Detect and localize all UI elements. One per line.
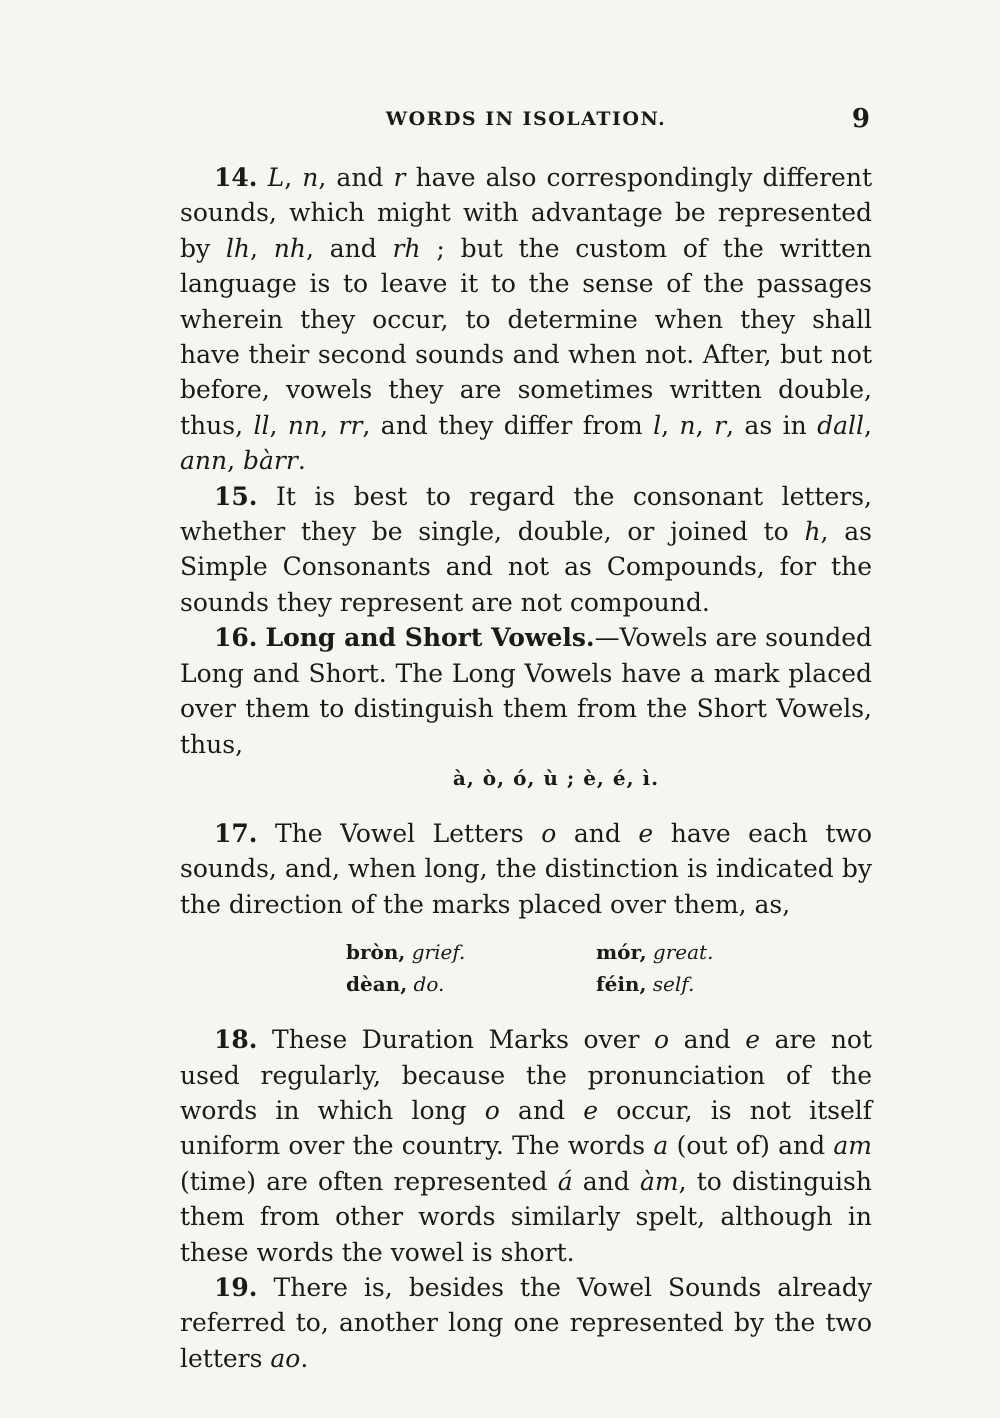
example-word: dèan,	[346, 972, 408, 997]
text-run: ,	[250, 233, 274, 263]
section-heading: Long and Short Vowels.	[265, 623, 595, 653]
paragraph-14	[180, 160, 872, 479]
example-word: féin,	[596, 972, 647, 997]
italic-term: n	[302, 163, 319, 192]
text-run: , as Simple Consonants and not as Compounds, for the sounds they represent are not compound.	[180, 517, 872, 617]
text-run: , and	[318, 163, 394, 192]
text-run: .	[297, 446, 306, 476]
italic-term: l	[653, 410, 662, 440]
italic-term: n	[679, 410, 696, 440]
text-run: ,	[661, 410, 680, 440]
text-run: —Vowels are sounded Long and Short. The Long Vowels have a mark placed over them to distinguish them from the Short Vowels, thus,	[180, 623, 872, 759]
text-run: and	[669, 1025, 746, 1055]
paragraph-16	[180, 620, 872, 762]
body-text	[180, 160, 872, 1376]
example-word: bròn,	[346, 940, 406, 965]
text-run: ,	[695, 410, 715, 440]
italic-term: o	[654, 1025, 670, 1055]
text-run: There is, besides the Vowel Sounds already referred to, another long one represented by the two letters	[180, 1272, 872, 1373]
example-item	[346, 968, 596, 1000]
text-run: (time) are often represented	[180, 1166, 558, 1196]
text-run: The Vowel Letters	[257, 818, 542, 848]
text-run: , to distinguish them from other words similarly spelt, although in these words the vowel is short.	[180, 1166, 872, 1267]
text-run: have each two sounds, and, when long, the distinction is indicated by the direction of the marks placed over them, as,	[180, 818, 872, 919]
paragraph-17	[180, 816, 872, 922]
italic-term: ll	[253, 410, 270, 440]
italic-term: rr	[338, 410, 363, 440]
section-number: 19.	[214, 1272, 258, 1302]
page-header	[180, 106, 872, 138]
text-run: have also correspondingly different sounds, which might with advantage be represented by	[180, 163, 872, 263]
italic-term: e	[583, 1095, 599, 1125]
text-run: , and they differ from	[362, 410, 654, 440]
text-run: , as in	[726, 410, 818, 440]
italic-term: L	[267, 163, 285, 192]
text-run: ,	[269, 410, 288, 440]
section-number: 16.	[214, 623, 258, 653]
section-number: 14.	[214, 163, 258, 192]
section-number: 15.	[214, 481, 258, 511]
example-item	[596, 936, 776, 968]
text-run	[258, 163, 268, 192]
text-run: are not used regularly, because the pronunciation of the words in which long	[180, 1025, 873, 1125]
italic-term: á	[557, 1166, 573, 1196]
italic-term: o	[484, 1095, 500, 1125]
section-number: 17.	[214, 818, 258, 848]
text-run: and	[572, 1166, 640, 1196]
text-run: .	[300, 1343, 309, 1373]
example-item	[346, 936, 596, 968]
paragraph-18	[180, 1022, 872, 1270]
spacer	[180, 794, 872, 816]
italic-term: nh	[273, 233, 306, 263]
italic-term: bàrr	[243, 446, 298, 476]
paragraph-15	[180, 479, 872, 621]
example-gloss: grief.	[411, 940, 466, 965]
italic-term: rh	[392, 233, 421, 263]
accent-examples	[346, 936, 872, 1000]
italic-term: àm	[639, 1166, 679, 1196]
text-run: ,	[227, 446, 244, 476]
text-run: (out of) and	[668, 1131, 834, 1161]
text-run: ,	[864, 410, 872, 440]
italic-term: r	[714, 410, 727, 440]
running-head: WORDS IN ISOLATION.	[385, 108, 667, 130]
example-gloss: do.	[413, 972, 445, 997]
example-item	[596, 968, 776, 1000]
italic-term: e	[638, 818, 654, 848]
italic-term: a	[653, 1131, 669, 1161]
text-run: and	[499, 1095, 584, 1125]
italic-term: e	[745, 1025, 761, 1055]
italic-term: o	[541, 818, 557, 848]
example-gloss: great.	[652, 940, 714, 965]
italic-term: r	[393, 163, 406, 192]
long-vowels-list: à, ò, ó, ù ; è, é, ì.	[452, 765, 660, 790]
text-run: and	[556, 818, 639, 848]
text-run: It is best to regard the consonant letters, whether they be single, double, or joined to	[180, 481, 872, 547]
italic-term: nn	[287, 410, 321, 440]
section-number: 18.	[214, 1025, 258, 1055]
italic-term: ao	[270, 1343, 301, 1373]
text-run: ,	[320, 410, 339, 440]
italic-term: ann	[180, 446, 228, 476]
text-run: , and	[305, 233, 393, 263]
italic-term: am	[833, 1131, 872, 1161]
italic-term: lh	[225, 233, 251, 263]
text-run: These Duration Marks over	[257, 1025, 655, 1055]
text-run: ; but the custom of the written language is to leave it to the sense of the passages wherein they occur, to determine when they shall have their second sounds and when not. After, but not before, vowels they are sometimes written double, thus,	[180, 233, 872, 440]
example-word: mór,	[596, 940, 647, 965]
example-gloss: self.	[652, 972, 695, 997]
italic-term: h	[804, 517, 821, 547]
text-run: ,	[284, 163, 303, 192]
text-run: occur, is not itself uniform over the country. The words	[180, 1095, 872, 1161]
paragraph-19	[180, 1270, 872, 1376]
italic-term: dall	[817, 410, 865, 440]
page-number: 9	[851, 104, 870, 134]
